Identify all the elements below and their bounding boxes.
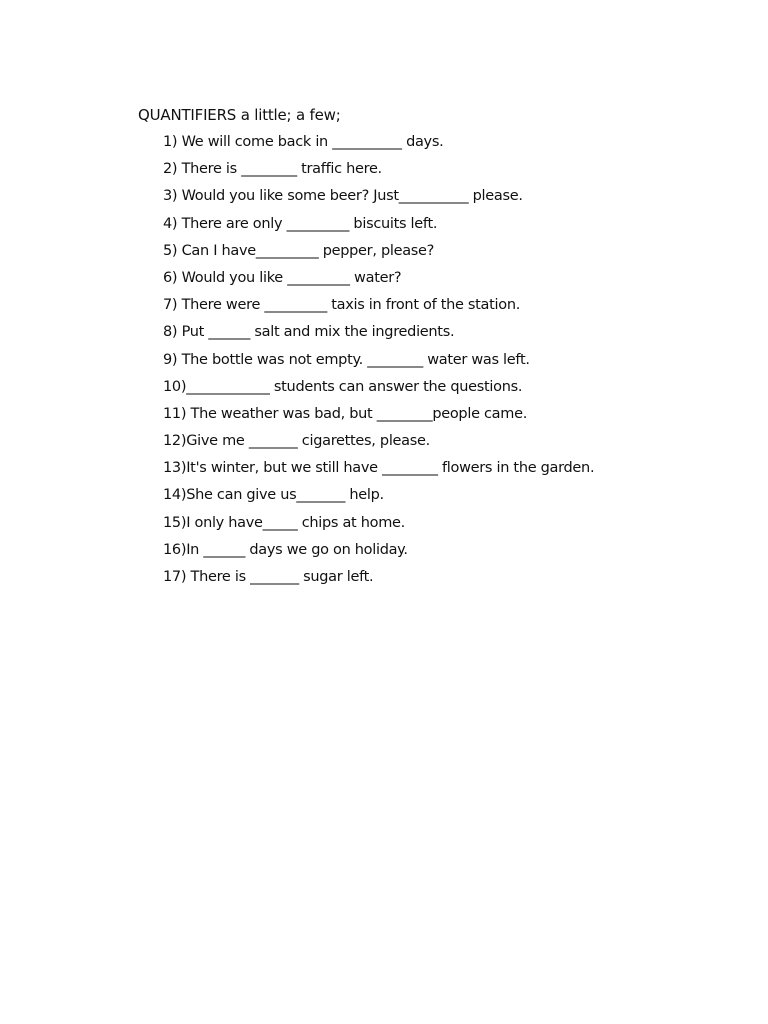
exercise-item-17: 17) There is _______ sugar left. [163,569,374,585]
exercise-item-8: 8) Put ______ salt and mix the ingredients. [163,324,455,341]
exercise-item-5: 5) Can I have_________ pepper, please? [163,242,435,259]
exercise-item-7: 7) There were _________ taxis in front of the station. [163,297,521,314]
exercise-item-15: 15)I only have_____ chips at home. [163,514,405,531]
exercise-item-1: 1) We will come back in __________ days. [163,134,444,150]
exercise-item-2: 2) There is ________ traffic here. [163,161,382,178]
exercise-item-9: 9) The bottle was not empty. ________ water was left. [163,351,530,368]
worksheet-title: QUANTIFIERS a little; a few; [138,106,341,124]
exercise-item-10: 10)____________ students can answer the questions. [163,378,523,395]
exercise-item-13: 13)It's winter, but we still have ________ flowers in the garden. [163,460,595,477]
worksheet [138,104,738,591]
exercise-list [138,129,738,591]
exercise-item-11: 11) The weather was bad, but ________people came. [163,405,528,422]
exercise-item-16: 16)In ______ days we go on holiday. [163,541,408,558]
exercise-item-6: 6) Would you like _________ water? [163,269,402,286]
exercise-item-14: 14)She can give us_______ help. [163,487,384,504]
exercise-item-3: 3) Would you like some beer? Just__________ please. [163,188,523,205]
exercise-item-4: 4) There are only _________ biscuits left. [163,215,438,232]
exercise-item-12: 12)Give me _______ cigarettes, please. [163,433,430,450]
